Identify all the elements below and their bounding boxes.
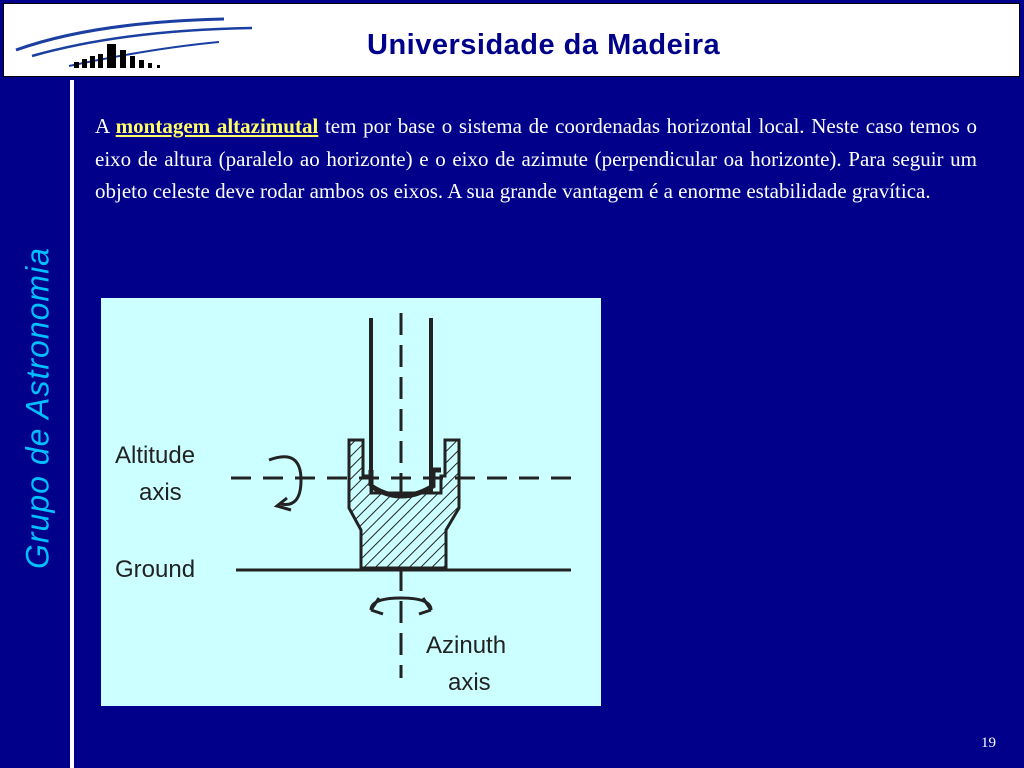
ground-label: Ground	[115, 556, 196, 583]
altitude-label-line1: Altitude	[115, 442, 196, 469]
header-bar	[0, 0, 1024, 80]
highlighted-term-link[interactable]: montagem altazimutal	[115, 114, 319, 138]
altazimuth-diagram	[101, 298, 601, 706]
azimuth-label-line1: Azinuth	[426, 632, 507, 659]
page-number: 19	[981, 735, 996, 751]
body-paragraph	[95, 110, 977, 208]
header-panel	[3, 3, 1020, 77]
paragraph-lead: A	[95, 114, 116, 138]
paragraph-rest: tem por base o sistema de coordenadas horizontal local. Neste caso temos o eixo de altura (paralelo ao horizonte) e o eixo de azimute (perpendicular oa horizonte). Para seguir um objeto celeste deve rodar ambos os eixos. A sua grande vantagem é a enorme estabilidade gravítica.	[95, 114, 977, 203]
sidebar-divider	[70, 80, 74, 768]
azimuth-label-line2: axis	[448, 669, 491, 696]
altitude-label-line2: axis	[139, 479, 182, 506]
sidebar-label: Grupo de Astronomia	[19, 247, 56, 569]
university-logo	[14, 14, 264, 74]
page-title: Universidade da Madeira	[367, 29, 721, 61]
